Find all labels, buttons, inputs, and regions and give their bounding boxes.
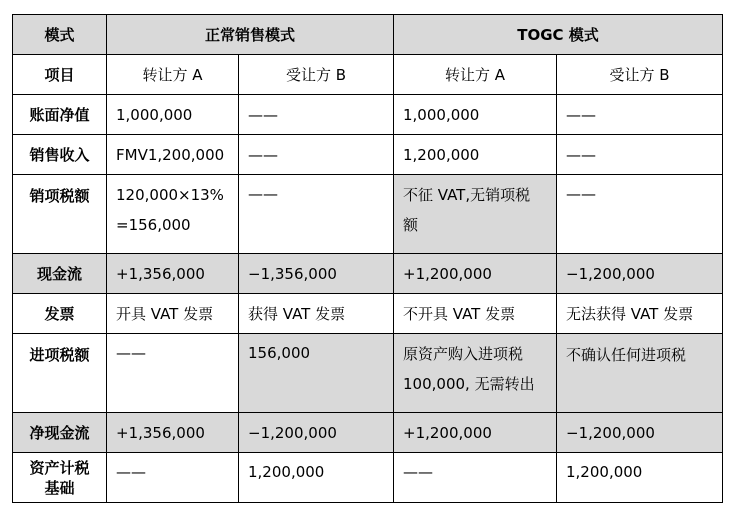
cell-line: =156,000: [116, 216, 191, 234]
comparison-table: [12, 14, 723, 503]
table-cell: +1,356,000: [107, 254, 239, 294]
table-cell: −1,356,000: [239, 254, 394, 294]
table-cell: +1,356,000: [107, 413, 239, 453]
cell-line: 资产计税: [29, 458, 90, 477]
table-cell: ——: [107, 334, 239, 413]
table-cell: 156,000: [239, 334, 394, 413]
table-cell: 1,200,000: [557, 453, 723, 503]
row-label: 销售收入: [13, 135, 107, 175]
table-cell: −1,200,000: [557, 254, 723, 294]
mode-header-cell: 模式: [13, 15, 107, 55]
comparison-table-container: [12, 14, 723, 503]
item-header-cell: 项目: [13, 55, 107, 95]
cell-line: 120,000×13%: [116, 186, 224, 204]
table-cell: ——: [557, 95, 723, 135]
subheader-row: [13, 55, 723, 95]
table-cell: 不确认任何进项税: [557, 334, 723, 413]
table-cell: [394, 175, 557, 254]
col-header-normal-transferor: 转让方 A: [107, 55, 239, 95]
col-header-normal-transferee: 受让方 B: [239, 55, 394, 95]
table-cell: ——: [239, 135, 394, 175]
table-row: [13, 413, 723, 453]
table-cell: ——: [107, 453, 239, 503]
table-cell: ——: [557, 135, 723, 175]
normal-mode-header: 正常销售模式: [107, 15, 394, 55]
row-label: 进项税额: [13, 334, 107, 413]
table-row: [13, 334, 723, 413]
table-row: [13, 175, 723, 254]
togc-mode-header: TOGC 模式: [394, 15, 723, 55]
table-row: [13, 294, 723, 334]
table-cell: 1,200,000: [239, 453, 394, 503]
table-row: [13, 95, 723, 135]
cell-line: 原资产购入进项税: [403, 345, 524, 363]
table-cell: −1,200,000: [557, 413, 723, 453]
row-label: 账面净值: [13, 95, 107, 135]
table-cell: 开具 VAT 发票: [107, 294, 239, 334]
row-label: 销项税额: [13, 175, 107, 254]
table-row: [13, 135, 723, 175]
row-label: [13, 453, 107, 503]
cell-line: 额: [403, 216, 419, 234]
row-label: 净现金流: [13, 413, 107, 453]
table-cell: [394, 334, 557, 413]
table-cell: ——: [239, 175, 394, 254]
table-cell: FMV1,200,000: [107, 135, 239, 175]
table-cell: ——: [557, 175, 723, 254]
col-header-togc-transferee: 受让方 B: [557, 55, 723, 95]
table-cell: 1,000,000: [394, 95, 557, 135]
table-cell: 1,200,000: [394, 135, 557, 175]
table-row: [13, 254, 723, 294]
table-row: [13, 453, 723, 503]
cell-line: 不征 VAT,无销项税: [403, 186, 531, 204]
row-label: 现金流: [13, 254, 107, 294]
cell-line: 100,000, 无需转出: [403, 375, 535, 393]
table-cell: ——: [239, 95, 394, 135]
table-cell: ——: [394, 453, 557, 503]
table-cell: +1,200,000: [394, 413, 557, 453]
row-label: 发票: [13, 294, 107, 334]
table-cell: 无法获得 VAT 发票: [557, 294, 723, 334]
table-cell: [107, 175, 239, 254]
table-cell: +1,200,000: [394, 254, 557, 294]
table-cell: 获得 VAT 发票: [239, 294, 394, 334]
cell-line: 基础: [44, 478, 75, 497]
table-cell: 不开具 VAT 发票: [394, 294, 557, 334]
col-header-togc-transferor: 转让方 A: [394, 55, 557, 95]
table-cell: 1,000,000: [107, 95, 239, 135]
header-row: [13, 15, 723, 55]
table-cell: −1,200,000: [239, 413, 394, 453]
